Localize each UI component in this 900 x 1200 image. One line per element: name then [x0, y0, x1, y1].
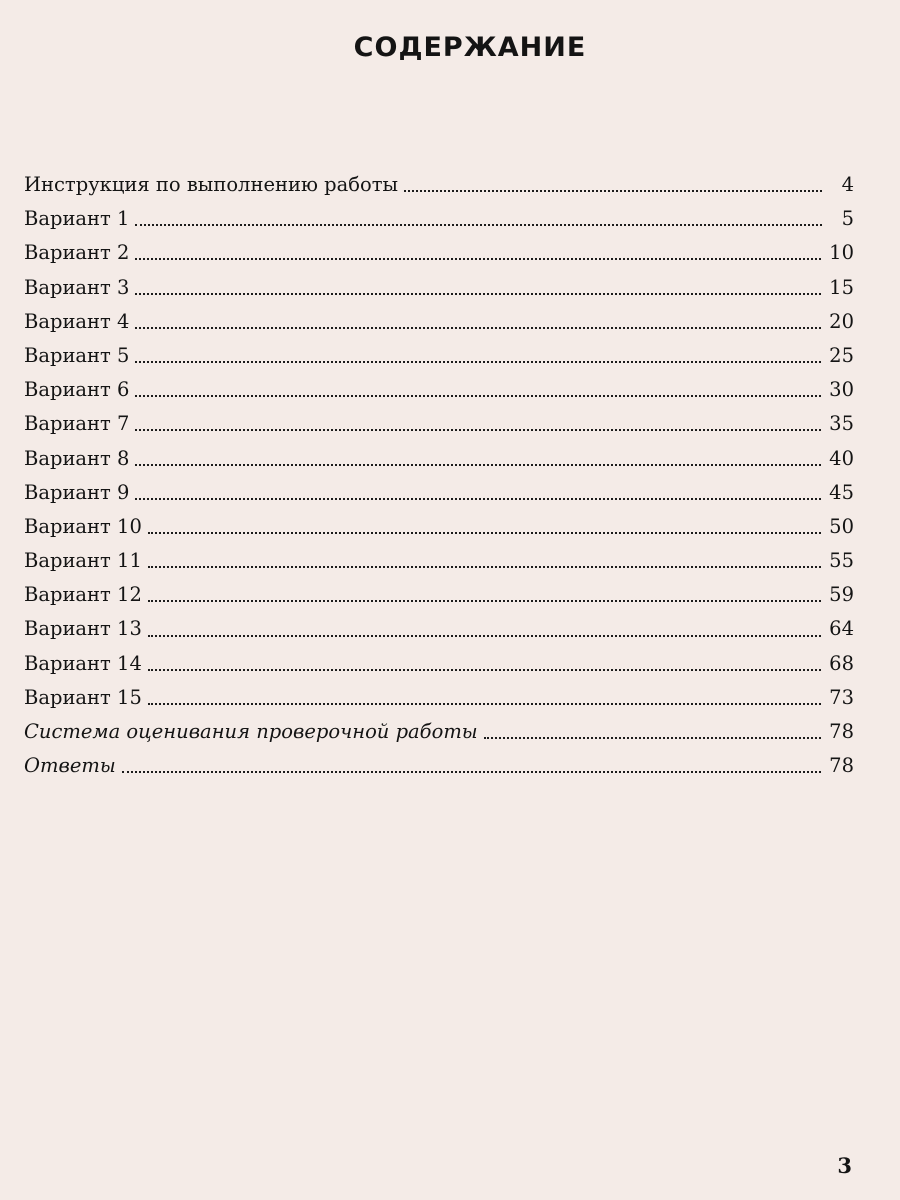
toc-dot-leader: [148, 532, 821, 534]
toc-entry-page: 35: [829, 412, 854, 436]
toc-dot-leader: [135, 258, 821, 260]
toc-entry-label: Вариант 15: [24, 685, 142, 709]
toc-entry-label: Вариант 10: [24, 514, 142, 538]
toc-entry-label: Вариант 3: [24, 275, 130, 299]
toc-dot-leader: [404, 190, 822, 192]
toc-dot-leader: [148, 600, 821, 602]
toc-entry: [24, 373, 854, 407]
toc-dot-leader: [122, 771, 821, 773]
toc-dot-leader: [484, 737, 821, 739]
toc-entry-page: 78: [829, 754, 854, 778]
toc-entry: [24, 544, 854, 578]
toc-entry-label: Ответы: [24, 754, 116, 778]
toc-entry-label: Вариант 4: [24, 309, 130, 333]
toc-entry-page: 20: [829, 309, 854, 333]
toc-entry: [24, 578, 854, 612]
toc-dot-leader: [148, 566, 821, 568]
toc-dot-leader: [148, 703, 821, 705]
toc-entry-label: Вариант 1: [24, 207, 130, 231]
toc-entry-label: Инструкция по выполнению работы: [24, 173, 399, 196]
toc-entry-label: Вариант 11: [24, 549, 142, 573]
toc-entry-page: 10: [829, 241, 854, 265]
toc-entry: [24, 476, 854, 510]
toc-entry-page: 30: [829, 378, 854, 402]
toc-entry-label: Вариант 8: [24, 446, 130, 470]
toc-entry-page: 5: [841, 207, 854, 231]
toc-entry: [24, 647, 854, 681]
toc-entry-page: 73: [829, 685, 854, 709]
toc-entry-page: 25: [829, 343, 854, 367]
toc-entry-label: Система оценивания проверочной работы: [24, 720, 478, 743]
toc-entry: [24, 407, 854, 441]
page-number: 3: [837, 1153, 852, 1178]
toc-entry: [24, 339, 854, 373]
toc-dot-leader: [135, 361, 821, 363]
toc-entry: [24, 202, 854, 236]
toc-entry-page: 45: [829, 480, 854, 504]
toc-entry-label: Вариант 14: [24, 651, 142, 675]
toc-dot-leader: [148, 669, 821, 671]
toc-entry: [24, 236, 854, 270]
table-of-contents: [24, 168, 854, 783]
toc-dot-leader: [148, 635, 821, 637]
toc-dot-leader: [135, 224, 822, 226]
toc-dot-leader: [135, 464, 821, 466]
toc-entry-page: 68: [829, 651, 854, 675]
toc-entry-page: 40: [829, 446, 854, 470]
toc-entry-label: Вариант 2: [24, 241, 130, 265]
toc-entry: [24, 612, 854, 646]
toc-dot-leader: [135, 429, 821, 431]
toc-entry-page: 78: [829, 720, 854, 743]
toc-dot-leader: [135, 293, 821, 295]
toc-entry-label: Вариант 5: [24, 343, 130, 367]
toc-entry-page: 64: [829, 617, 854, 641]
toc-entry: [24, 715, 854, 749]
toc-dot-leader: [135, 498, 821, 500]
toc-entry-label: Вариант 9: [24, 480, 130, 504]
toc-entry-label: Вариант 12: [24, 583, 142, 607]
toc-entry: [24, 442, 854, 476]
toc-dot-leader: [135, 395, 821, 397]
toc-entry-label: Вариант 6: [24, 378, 130, 402]
toc-entry-page: 15: [829, 275, 854, 299]
toc-entry-label: Вариант 13: [24, 617, 142, 641]
toc-entry-page: 55: [829, 549, 854, 573]
toc-dot-leader: [135, 327, 821, 329]
toc-entry: [24, 749, 854, 783]
toc-entry: [24, 271, 854, 305]
toc-entry: [24, 305, 854, 339]
toc-entry-page: 50: [829, 514, 854, 538]
toc-entry-page: 4: [841, 173, 854, 196]
toc-entry-label: Вариант 7: [24, 412, 130, 436]
toc-entry: [24, 510, 854, 544]
toc-entry: [24, 681, 854, 715]
toc-entry: [24, 168, 854, 202]
page-title: СОДЕРЖАНИЕ: [353, 32, 587, 63]
toc-entry-page: 59: [829, 583, 854, 607]
